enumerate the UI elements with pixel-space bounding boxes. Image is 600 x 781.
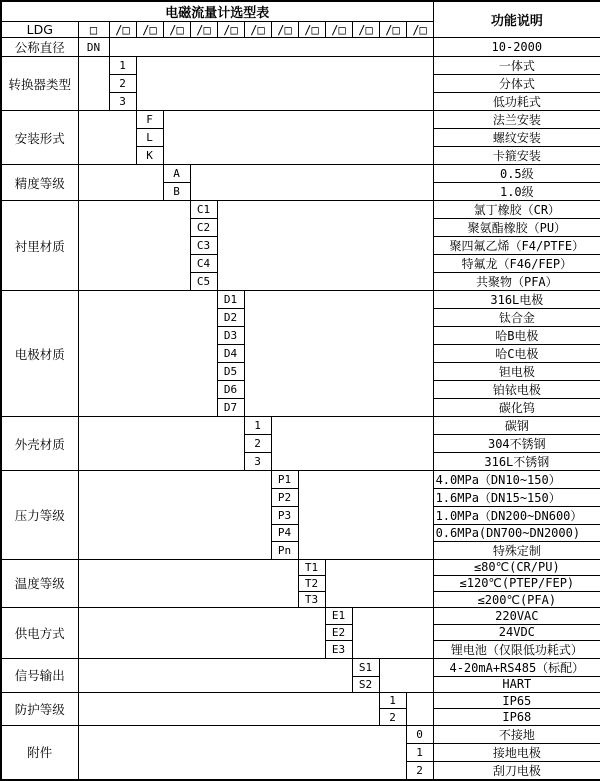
code-box-icon: /□ <box>217 22 244 38</box>
option-row <box>1 111 600 129</box>
option-code: D5 <box>217 363 244 381</box>
option-desc: HART <box>433 676 600 692</box>
option-code: D2 <box>217 309 244 327</box>
option-code: D4 <box>217 345 244 363</box>
code-box-icon: /□ <box>298 22 325 38</box>
option-code: E2 <box>325 624 352 640</box>
option-code: 3 <box>109 93 136 111</box>
empty-cell <box>78 725 406 780</box>
code-box-icon: /□ <box>163 22 190 38</box>
option-code: F <box>136 111 163 129</box>
code-box-icon: /□ <box>406 22 433 38</box>
empty-cell <box>325 559 433 608</box>
category-label: 温度等级 <box>1 559 78 608</box>
code-box-icon: /□ <box>244 22 271 38</box>
category-label: 安装形式 <box>1 111 78 165</box>
empty-cell <box>78 165 163 201</box>
option-desc: 不接地 <box>433 725 600 743</box>
empty-cell <box>271 417 433 471</box>
option-code: P3 <box>271 507 298 525</box>
option-code: 1 <box>379 693 406 709</box>
option-code: L <box>136 129 163 147</box>
option-desc: 碳化钨 <box>433 399 600 417</box>
option-row <box>1 417 600 435</box>
model-prefix: LDG <box>1 22 78 38</box>
option-desc: 低功耗式 <box>433 93 600 111</box>
empty-cell <box>136 57 433 111</box>
option-code: C1 <box>190 201 217 219</box>
option-desc: 法兰安装 <box>433 111 600 129</box>
option-code: T1 <box>298 559 325 575</box>
empty-cell <box>78 471 271 559</box>
option-desc: 316L不锈钢 <box>433 453 600 471</box>
option-row <box>1 658 600 676</box>
option-code: 2 <box>109 75 136 93</box>
option-code: Pn <box>271 541 298 559</box>
code-box-icon: /□ <box>109 22 136 38</box>
category-label: 衬里材质 <box>1 201 78 291</box>
option-desc: IP65 <box>433 693 600 709</box>
option-desc: 0.6MPa(DN700~DN2000) <box>433 525 600 541</box>
option-code: P4 <box>271 525 298 541</box>
empty-cell <box>78 417 244 471</box>
empty-cell <box>190 165 433 201</box>
option-code: 1 <box>406 743 433 761</box>
code-box-icon: /□ <box>136 22 163 38</box>
option-code: 2 <box>406 761 433 780</box>
option-desc: 共聚物（PFA） <box>433 273 600 291</box>
option-code: B <box>163 183 190 201</box>
empty-cell <box>78 693 379 726</box>
option-desc: 钛合金 <box>433 309 600 327</box>
empty-cell <box>244 291 433 417</box>
category-label: 精度等级 <box>1 165 78 201</box>
category-label: 公称直径 <box>1 38 78 57</box>
option-code: DN <box>78 38 109 57</box>
option-desc: 铂铱电极 <box>433 381 600 399</box>
option-code: E3 <box>325 640 352 658</box>
empty-cell <box>78 658 352 692</box>
category-label: 电极材质 <box>1 291 78 417</box>
empty-cell <box>217 201 433 291</box>
option-desc: 聚氨酯橡胶（PU） <box>433 219 600 237</box>
option-desc: 氯丁橡胶（CR） <box>433 201 600 219</box>
option-code: T3 <box>298 592 325 608</box>
empty-cell <box>406 693 433 726</box>
table-title: 电磁流量计选型表 <box>1 1 433 22</box>
code-box-icon: /□ <box>271 22 298 38</box>
category-label: 外壳材质 <box>1 417 78 471</box>
option-code: P2 <box>271 489 298 507</box>
empty-cell <box>78 201 190 291</box>
option-desc: 哈C电极 <box>433 345 600 363</box>
option-code: K <box>136 147 163 165</box>
option-code: 1 <box>244 417 271 435</box>
option-code: D7 <box>217 399 244 417</box>
option-desc: 特氟龙（F46/FEP） <box>433 255 600 273</box>
category-label: 信号输出 <box>1 658 78 692</box>
option-desc: IP68 <box>433 709 600 725</box>
option-desc: 4-20mA+RS485（标配） <box>433 658 600 676</box>
option-row <box>1 165 600 183</box>
empty-cell <box>78 57 109 111</box>
empty-cell <box>379 658 433 692</box>
option-row <box>1 693 600 709</box>
option-desc: 316L电极 <box>433 291 600 309</box>
code-box-icon: /□ <box>325 22 352 38</box>
option-desc: 锂电池（仅限低功耗式） <box>433 640 600 658</box>
option-desc: 一体式 <box>433 57 600 75</box>
option-code: 2 <box>244 435 271 453</box>
code-box-icon: /□ <box>379 22 406 38</box>
function-column-header: 功能说明 <box>433 1 600 38</box>
option-code: E1 <box>325 608 352 624</box>
empty-cell <box>352 608 433 659</box>
option-desc: 4.0MPa（DN10~150） <box>433 471 600 489</box>
title-row <box>1 1 600 22</box>
option-desc: 304不锈钢 <box>433 435 600 453</box>
empty-cell <box>78 608 325 659</box>
empty-cell <box>78 111 136 165</box>
option-desc: 0.5级 <box>433 165 600 183</box>
empty-cell <box>78 559 298 608</box>
empty-cell <box>109 38 433 57</box>
option-desc: 24VDC <box>433 624 600 640</box>
category-label: 防护等级 <box>1 693 78 726</box>
option-desc: 特殊定制 <box>433 541 600 559</box>
code-box-icon: /□ <box>190 22 217 38</box>
category-label: 附件 <box>1 725 78 780</box>
option-code: 2 <box>379 709 406 725</box>
option-code: C2 <box>190 219 217 237</box>
option-code: S2 <box>352 676 379 692</box>
option-desc: 钽电极 <box>433 363 600 381</box>
option-code: 0 <box>406 725 433 743</box>
option-desc: 1.6MPa（DN15~150） <box>433 489 600 507</box>
option-row <box>1 608 600 624</box>
empty-cell <box>163 111 433 165</box>
option-code: C5 <box>190 273 217 291</box>
category-label: 压力等级 <box>1 471 78 559</box>
option-desc: 分体式 <box>433 75 600 93</box>
option-row <box>1 725 600 743</box>
option-code: D3 <box>217 327 244 345</box>
category-label: 供电方式 <box>1 608 78 659</box>
option-code: D6 <box>217 381 244 399</box>
option-desc: 220VAC <box>433 608 600 624</box>
code-box-icon: □ <box>78 22 109 38</box>
option-desc: 哈B电极 <box>433 327 600 345</box>
option-row <box>1 291 600 309</box>
option-row <box>1 201 600 219</box>
option-code: S1 <box>352 658 379 676</box>
option-row <box>1 471 600 489</box>
option-code: T2 <box>298 575 325 591</box>
option-row <box>1 57 600 75</box>
option-desc: ≤200℃(PFA) <box>433 592 600 608</box>
option-code: 3 <box>244 453 271 471</box>
option-desc: 螺纹安装 <box>433 129 600 147</box>
option-desc: 聚四氟乙烯（F4/PTFE） <box>433 237 600 255</box>
option-desc: 1.0级 <box>433 183 600 201</box>
empty-cell <box>298 471 433 559</box>
option-row <box>1 559 600 575</box>
option-desc: 10-2000 <box>433 38 600 57</box>
option-code: C3 <box>190 237 217 255</box>
code-box-icon: /□ <box>352 22 379 38</box>
category-label: 转换器类型 <box>1 57 78 111</box>
option-code: 1 <box>109 57 136 75</box>
option-desc: 接地电极 <box>433 743 600 761</box>
option-desc: 碳钢 <box>433 417 600 435</box>
option-code: A <box>163 165 190 183</box>
option-code: P1 <box>271 471 298 489</box>
option-desc: 卡箍安装 <box>433 147 600 165</box>
option-desc: ≤120℃(PTEP/FEP) <box>433 575 600 591</box>
option-desc: 1.0MPa（DN200~DN600） <box>433 507 600 525</box>
option-desc: ≤80℃(CR/PU) <box>433 559 600 575</box>
diameter-row <box>1 38 600 57</box>
empty-cell <box>78 291 217 417</box>
option-code: C4 <box>190 255 217 273</box>
option-code: D1 <box>217 291 244 309</box>
option-desc: 刮刀电极 <box>433 761 600 780</box>
